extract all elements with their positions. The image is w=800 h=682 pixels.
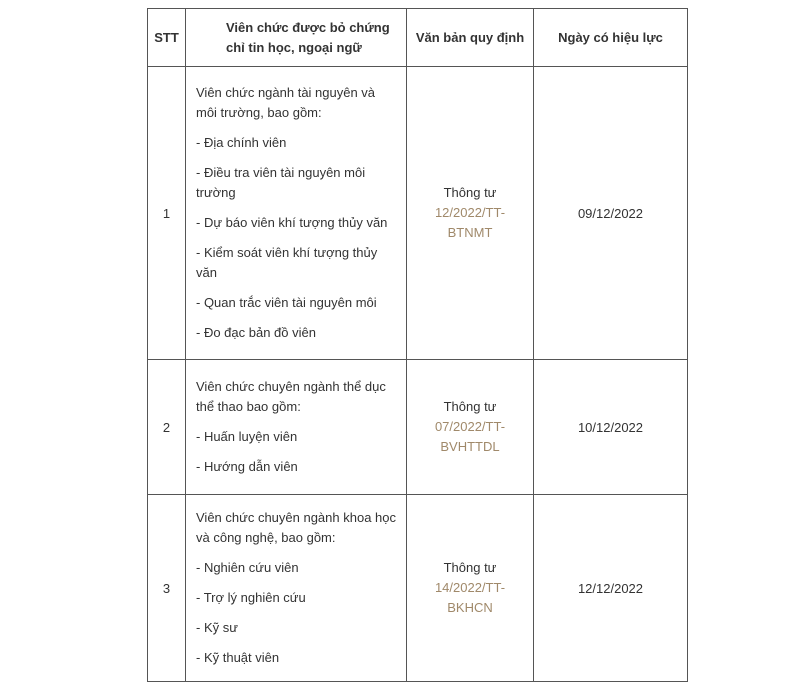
row-intro: Viên chức chuyên ngành thể dục thể thao bao gồm: bbox=[196, 379, 386, 414]
list-item: - Huấn luyện viên bbox=[196, 429, 298, 444]
row-stt: 1 bbox=[148, 67, 186, 360]
list-item: - Điều tra viên tài nguyên môi trường bbox=[196, 165, 366, 200]
header-stt: STT bbox=[148, 9, 186, 67]
regulation-table bbox=[147, 8, 688, 682]
list-item: - Đo đạc bản đồ viên bbox=[196, 325, 316, 340]
doc-type: Thông tư bbox=[443, 185, 497, 200]
list-item: - Kiểm soát viên khí tượng thủy văn bbox=[196, 245, 378, 280]
row-date: 12/12/2022 bbox=[534, 495, 688, 682]
row-date: 09/12/2022 bbox=[534, 67, 688, 360]
row-document bbox=[407, 495, 534, 682]
row-description bbox=[186, 360, 407, 495]
table-row bbox=[148, 67, 688, 360]
doc-number-link[interactable]: 12/2022/TT-BTNMT bbox=[434, 205, 506, 240]
doc-type: Thông tư bbox=[443, 560, 497, 575]
list-item: - Dự báo viên khí tượng thủy văn bbox=[196, 215, 388, 230]
list-item: - Trợ lý nghiên cứu bbox=[196, 590, 306, 605]
doc-number-link[interactable]: 07/2022/TT-BVHTTDL bbox=[434, 419, 506, 454]
row-document bbox=[407, 360, 534, 495]
list-item: - Địa chính viên bbox=[196, 135, 287, 150]
row-description bbox=[186, 495, 407, 682]
row-description bbox=[186, 67, 407, 360]
header-van-ban: Văn bản quy định bbox=[407, 9, 534, 67]
header-ngay: Ngày có hiệu lực bbox=[534, 9, 688, 67]
row-stt: 2 bbox=[148, 360, 186, 495]
row-stt: 3 bbox=[148, 495, 186, 682]
table-row bbox=[148, 495, 688, 682]
list-item: - Hướng dẫn viên bbox=[196, 459, 298, 474]
list-item: - Nghiên cứu viên bbox=[196, 560, 299, 575]
list-item: - Kỹ sư bbox=[196, 620, 238, 635]
list-item: - Quan trắc viên tài nguyên môi bbox=[196, 295, 377, 310]
table-header-row bbox=[148, 9, 688, 67]
row-intro: Viên chức ngành tài nguyên và môi trường, bao gồm: bbox=[196, 85, 376, 120]
doc-type: Thông tư bbox=[443, 399, 497, 414]
row-intro: Viên chức chuyên ngành khoa học và công nghệ, bao gồm: bbox=[196, 510, 396, 545]
list-item: - Kỹ thuật viên bbox=[196, 650, 280, 665]
header-vien-chuc: Viên chức được bỏ chứng chỉ tin học, ngoại ngữ bbox=[186, 9, 407, 67]
table-row bbox=[148, 360, 688, 495]
row-date: 10/12/2022 bbox=[534, 360, 688, 495]
doc-number-link[interactable]: 14/2022/TT-BKHCN bbox=[434, 580, 506, 615]
row-document bbox=[407, 67, 534, 360]
